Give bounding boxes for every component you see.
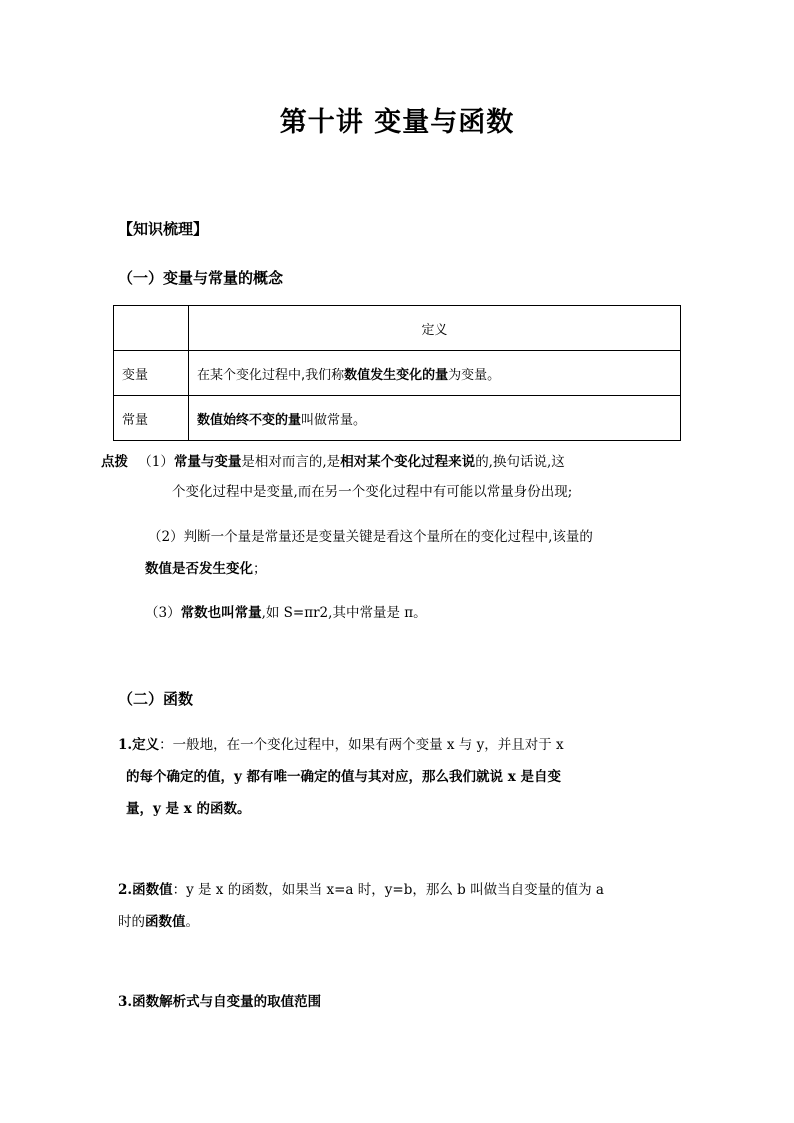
tip-text: 是相对而言的,是 (241, 454, 341, 470)
function-value-emphasis: 函数值 (145, 914, 186, 930)
tip-emphasis: 常量与变量 (173, 454, 242, 470)
tip-point-1 (101, 450, 565, 470)
definition-number: 1. (118, 737, 133, 753)
definition-variable (189, 351, 681, 396)
table-header-cell-definition: 定义 (189, 306, 681, 351)
tip-emphasis: 数值是否发生变化 (145, 561, 253, 577)
table-row (114, 351, 681, 396)
tip-point-1-line-2: 个变化过程中是变量,而在另一个变化过程中有可能以常量身份出现; (172, 484, 573, 500)
definition-line-2: 的每个确定的值，y 都有唯一确定的值与其对应，那么我们就说 x 是自变 (126, 769, 561, 785)
definition-line-3: 量，y 是 x 的函数。 (126, 801, 251, 817)
definition-constant (189, 396, 681, 441)
tip-text: 的,换句话说,这 (475, 454, 565, 470)
function-value-number: 2. (118, 882, 133, 898)
table-row (114, 396, 681, 441)
subsection-title-2: （二）函数 (118, 690, 194, 708)
tip-point-2-line-2 (145, 557, 267, 577)
tip-number: （1） (138, 454, 174, 470)
function-value-line-1 (118, 878, 604, 898)
definition-text: 在某个变化过程中,我们称 (197, 367, 345, 383)
table-header-cell-empty (114, 306, 189, 351)
function-value-text: 。 (185, 914, 199, 930)
definition-line-1 (118, 733, 564, 753)
function-value-text: ：y 是 x 的函数，如果当 x=a 时，y=b，那么 b 叫做当自变量的值为 a (172, 882, 604, 898)
tip-emphasis: 相对某个变化过程来说 (340, 454, 476, 470)
subsection-title-1: （一）变量与常量的概念 (118, 269, 284, 287)
section-header: 【知识梳理】 (118, 220, 209, 238)
tip-emphasis: 常数也叫常量 (180, 605, 262, 621)
term-variable: 变量 (114, 351, 189, 396)
term-constant: 常量 (114, 396, 189, 441)
function-value-label: 函数值 (132, 882, 173, 898)
tip-point-3 (145, 601, 427, 621)
tip-point-2: （2）判断一个量是常量还是变量关键是看这个量所在的变化过程中,该量的 (148, 529, 593, 545)
tip-number: （3） (145, 605, 181, 621)
definition-text: ：一般地，在一个变化过程中，如果有两个变量 x 与 y，并且对于 x (159, 737, 564, 753)
definition-emphasis: 数值发生变化的量 (344, 367, 449, 383)
definition-table (113, 305, 681, 441)
definition-text: 为变量。 (448, 367, 501, 383)
table-header-row (114, 306, 681, 351)
tip-text: ,如 S=πr2,其中常量是 π。 (261, 605, 427, 621)
function-value-text: 时的 (118, 914, 145, 930)
tip-label: 点拨 (101, 454, 128, 470)
item-3-heading: 3.函数解析式与自变量的取值范围 (118, 994, 322, 1010)
definition-text: 叫做常量。 (301, 412, 367, 428)
page-title: 第十讲 变量与函数 (279, 107, 515, 138)
tip-text: ； (253, 561, 267, 577)
definition-label: 定义 (132, 737, 160, 753)
definition-emphasis: 数值始终不变的量 (197, 412, 302, 428)
function-value-line-2 (118, 910, 199, 930)
